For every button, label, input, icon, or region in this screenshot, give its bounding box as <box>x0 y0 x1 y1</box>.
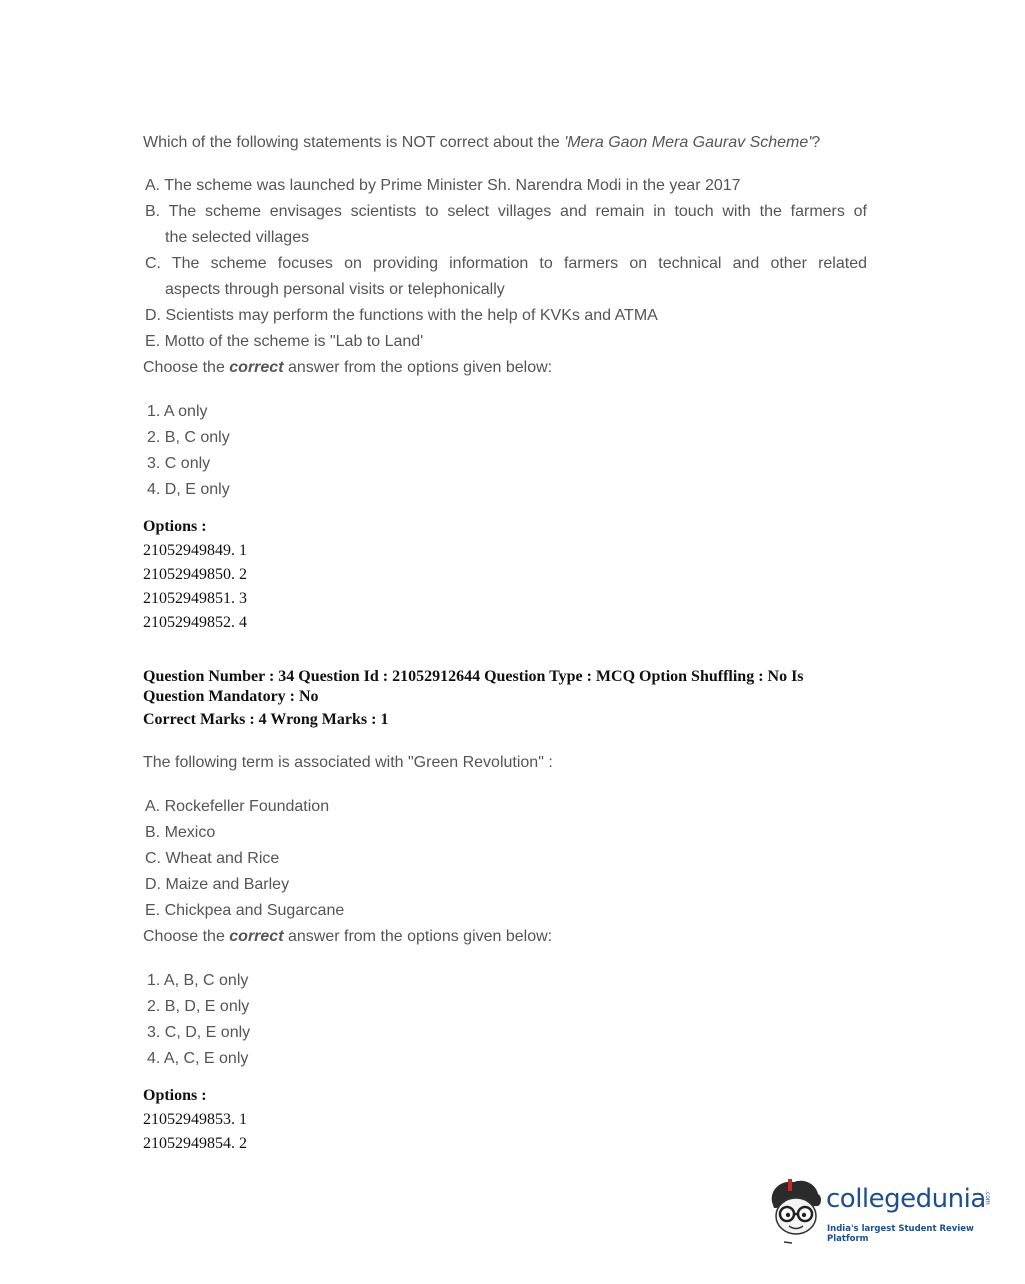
logo-wordmark: collegedunia <box>826 1184 986 1214</box>
statement-d: D. Scientists may perform the functions with the help of KVKs and ATMA <box>145 307 658 324</box>
instruction-suffix: answer from the options given below: <box>283 359 553 376</box>
instruction-prefix: Choose the <box>143 928 230 945</box>
q1-option-1: 21052949849. 1 <box>143 542 247 559</box>
collegedunia-logo <box>766 1176 996 1246</box>
q2-statement-e: E. Chickpea and Sugarcane <box>145 902 345 919</box>
question-2-stem: The following term is associated with "Green Revolution" : <box>143 754 553 771</box>
statement-a: A. The scheme was launched by Prime Minister Sh. Narendra Modi in the year 2017 <box>145 177 741 194</box>
mascot-icon <box>766 1176 826 1246</box>
q2-statement-a: A. Rockefeller Foundation <box>145 798 330 815</box>
q1-option-4: 21052949852. 4 <box>143 614 247 631</box>
q1-choice-4: 4. D, E only <box>147 481 230 498</box>
scheme-name: 'Mera Gaon Mera Gaurav Scheme' <box>564 134 812 151</box>
question-meta-line-2: Question Mandatory : No <box>143 688 319 705</box>
instruction-suffix: answer from the options given below: <box>283 928 553 945</box>
question-1-instruction <box>143 359 552 377</box>
q2-choice-3: 3. C, D, E only <box>147 1024 251 1041</box>
question-2-instruction <box>143 928 552 946</box>
q1-options-label: Options : <box>143 518 207 535</box>
question-1-stem <box>143 134 820 152</box>
q2-choice-4: 4. A, C, E only <box>147 1050 249 1067</box>
instruction-emphasis: correct <box>229 359 284 376</box>
q2-option-1: 21052949853. 1 <box>143 1111 247 1128</box>
q2-options-label: Options : <box>143 1087 207 1104</box>
question-marks: Correct Marks : 4 Wrong Marks : 1 <box>143 711 389 728</box>
q1-choice-1: 1. A only <box>147 403 208 420</box>
statement-b: B. The scheme envisages scientists to select villages and remain in touch with the farmers of <box>145 203 867 220</box>
q2-statement-d: D. Maize and Barley <box>145 876 290 893</box>
q1-choice-3: 3. C only <box>147 455 211 472</box>
q2-statement-c: C. Wheat and Rice <box>145 850 280 867</box>
q1-choice-2: 2. B, C only <box>147 429 230 446</box>
stem-suffix: ? <box>811 134 821 151</box>
statement-c: C. The scheme focuses on providing information to farmers on technical and other related <box>145 255 867 272</box>
q1-option-2: 21052949850. 2 <box>143 566 247 583</box>
logo-tagline: India's largest Student Review Platform <box>827 1224 974 1244</box>
instruction-emphasis: correct <box>229 928 284 945</box>
stem-text: Which of the following statements is NOT correct about the <box>143 134 565 151</box>
q2-statement-b: B. Mexico <box>145 824 216 841</box>
q1-option-3: 21052949851. 3 <box>143 590 247 607</box>
q2-choice-2: 2. B, D, E only <box>147 998 250 1015</box>
statement-c-cont: aspects through personal visits or telephonically <box>165 281 505 298</box>
statement-b-cont: the selected villages <box>165 229 310 246</box>
logo-domain-suffix: .com <box>984 1190 991 1205</box>
statement-e: E. Motto of the scheme is "Lab to Land' <box>145 333 424 350</box>
instruction-prefix: Choose the <box>143 359 230 376</box>
question-meta-line-1: Question Number : 34 Question Id : 21052912644 Question Type : MCQ Option Shuffling : No Is <box>143 668 804 685</box>
q2-option-2: 21052949854. 2 <box>143 1135 247 1152</box>
q2-choice-1: 1. A, B, C only <box>147 972 249 989</box>
